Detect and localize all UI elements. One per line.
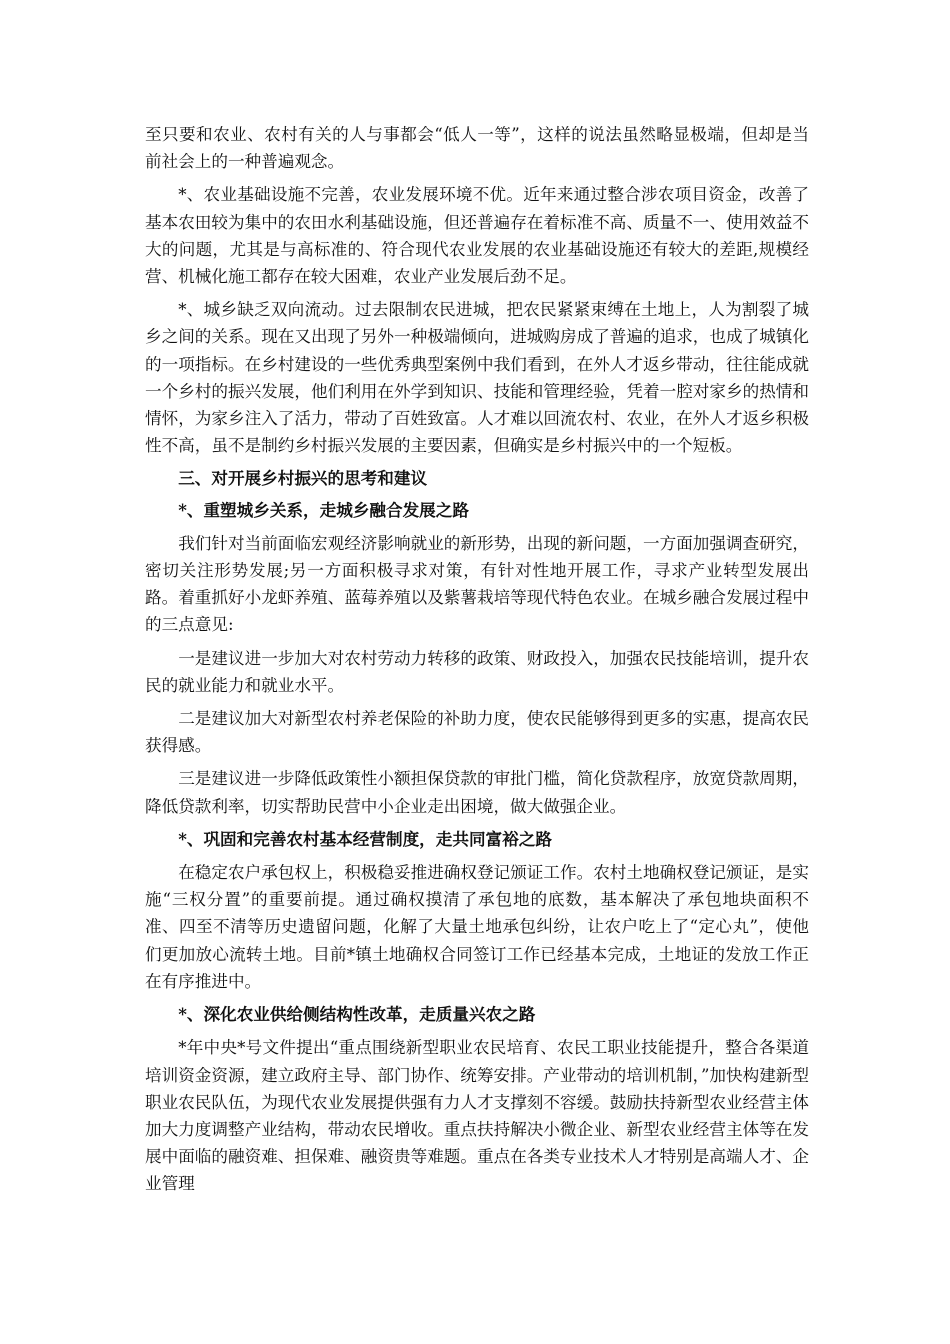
- document-page: [145, 121, 809, 1204]
- subheading-basic-system: *、巩固和完善农村基本经营制度，走共同富裕之路: [178, 828, 552, 849]
- subheading-supply-side: *、深化农业供给侧结构性改革，走质量兴农之路: [178, 1004, 536, 1025]
- paragraph-employment: 我们针对当前面临宏观经济影响就业的新形势，出现的新问题，一方面加强调查研究，密切关注形势发展;另一方面积极寻求对策，有针对性地开展工作，寻求产业转型发展出路。着重抓好小龙虾养殖、蓝莓养殖以及紫薯栽培等现代特色农业。在城乡融合发展过程中的三点意见:: [145, 533, 809, 635]
- paragraph-central-document: *年中央*号文件提出“重点围绕新型职业农民培育、农民工职业技能提升，整合各渠道培训资金资源，建立政府主导、部门协作、统筹安排。产业带动的培训机制，”加快构建新型职业农民队伍，为现代农业发展提供强有力人才支撑刻不容缓。鼓励扶持新型农业经营主体加大力度调整产业结构，带动农民增收。重点扶持解决小微企业、新型农业经营主体等在发展中面临的融资难、担保难、融资贵等难题。重点在各类专业技术人才特别是高端人才、企业管理: [145, 1038, 809, 1194]
- paragraph-suggestion-three: 三是建议进一步降低政策性小额担保贷款的审批门槛，简化贷款程序，放宽贷款周期，降低贷款利率，切实帮助民营中小企业走出困境，做大做强企业。: [145, 769, 809, 816]
- paragraph-infrastructure: *、农业基础设施不完善，农业发展环境不优。近年来通过整合涉农项目资金，改善了基本农田较为集中的农田水利基础设施，但还普遍存在着标准不高、质量不一、使用效益不大的问题，尤其是与高标准的、符合现代农业发展的农业基础设施还有较大的差距,规模经营、机械化施工都存在较大困难，农业产业发展后劲不足。: [145, 185, 809, 287]
- paragraph-urban-rural-flow: *、城乡缺乏双向流动。过去限制农民进城，把农民紧紧束缚在土地上，人为割裂了城乡之间的关系。现在又出现了另外一种极端倾向，进城购房成了普遍的追求，也成了城镇化的一项指标。在乡村建设的一些优秀典型案例中我们看到，在外人才返乡带动，往往能成就一个乡村的振兴发展，他们利用在外学到知识、技能和管理经验，凭着一腔对家乡的热情和情怀，为家乡注入了活力，带动了百姓致富。人才难以回流农村、农业，在外人才返乡积极性不高，虽不是制约乡村振兴发展的主要因素，但确实是乡村振兴中的一个短板。: [145, 300, 809, 456]
- subheading-reshape-relations: *、重塑城乡关系，走城乡融合发展之路: [178, 499, 469, 520]
- paragraph-continuation: 至只要和农业、农村有关的人与事都会“低人一等”，这样的说法虽然略显极端，但却是当前社会上的一种普遍观念。: [145, 125, 809, 172]
- paragraph-suggestion-two: 二是建议加大对新型农村养老保险的补助力度，使农民能够得到更多的实惠，提高农民获得感。: [145, 709, 809, 756]
- paragraph-land-rights: 在稳定农户承包权上，积极稳妥推进确权登记颁证工作。农村土地确权登记颁证，是实施“三权分置”的重要前提。通过确权摸清了承包地的底数，基本解决了承包地块面积不准、四至不清等历史遗留问题，化解了大量土地承包纠纷，让农户吃上了“定心丸”，使他们更加放心流转土地。目前*镇土地确权合同签订工作已经基本完成，土地证的发放工作正在有序推进中。: [145, 863, 809, 991]
- paragraph-suggestion-one: 一是建议进一步加大对农村劳动力转移的政策、财政投入，加强农民技能培训，提升农民的就业能力和就业水平。: [145, 648, 809, 695]
- section-heading-three: 三、对开展乡村振兴的思考和建议: [178, 468, 428, 489]
